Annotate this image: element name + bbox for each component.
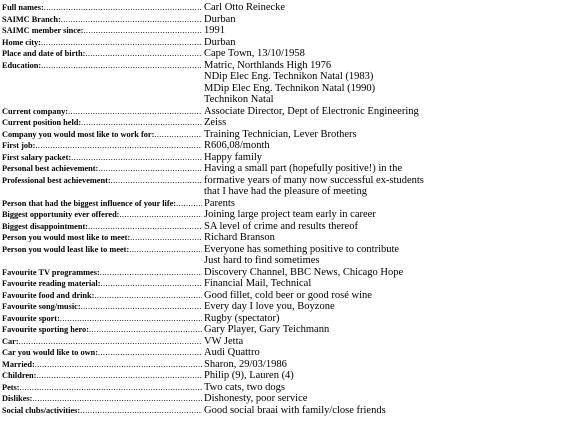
field-label: Biggest disappointment: ..... (2, 221, 202, 233)
profile-row (2, 106, 579, 118)
field-value: Dishonesty, poor service (204, 393, 308, 404)
dot-leader (119, 209, 202, 221)
profile-row (2, 48, 579, 60)
dot-leader (19, 336, 202, 348)
field-value: Good social braai with family/close friends (204, 404, 386, 416)
field-value: R606,08/month (204, 140, 270, 151)
field-label: SAIMC Branch: ..... (2, 14, 202, 26)
profile-row (2, 278, 579, 290)
dot-leader (20, 382, 202, 394)
field-label: Favourite TV programmes: ..... (2, 267, 202, 279)
field-label: SAIMC member since: ..... (2, 25, 202, 37)
field-value: Rugby (spectator) (204, 312, 280, 324)
dot-leader (41, 37, 202, 49)
dot-leader (154, 129, 202, 141)
dot-leader (41, 60, 202, 72)
field-value: Gary Player, Gary Teichmann (204, 324, 330, 335)
dot-leader (83, 25, 202, 37)
profile-row (2, 324, 579, 336)
profile-row (2, 405, 579, 417)
field-value: Every day I love you, Boyzone (204, 301, 335, 312)
field-value: Audi Quattro (204, 347, 260, 358)
profile-row (2, 313, 579, 325)
profile-row (2, 232, 579, 244)
profile-row (2, 267, 579, 279)
field-label: Car: ..... (2, 336, 202, 348)
field-label: Favourite sport: ..... (2, 313, 202, 325)
profile-row (2, 221, 579, 233)
dot-leader (100, 278, 202, 290)
field-value: Durban (204, 36, 236, 48)
dot-leader (89, 324, 202, 336)
profile-row (2, 60, 579, 106)
field-label: Person that had the biggest influence of your life: ..... (2, 198, 202, 210)
dot-leader (36, 370, 202, 382)
field-label: Education: ..... (2, 60, 202, 72)
dot-leader (61, 14, 202, 26)
field-label: Pets: ..... (2, 382, 202, 394)
field-label: First salary packet: ..... (2, 152, 202, 164)
profile-row (2, 140, 579, 152)
field-value: Happy family (204, 151, 263, 163)
field-value: Matric, Northlands High 1976 NDip Elec Eng. Technikon Natal (1983) MDip Elec Eng. Technikon Natal (1990) Technikon Natal (204, 59, 376, 105)
field-value: Associate Director, Dept of Electronic Engineering (204, 105, 419, 117)
dot-leader (35, 140, 202, 152)
profile-row (2, 175, 579, 198)
field-value: Zeiss (204, 117, 227, 128)
field-label: Favourite sporting hero: ..... (2, 324, 202, 336)
profile-row (2, 244, 579, 267)
field-value: Richard Branson (204, 232, 275, 243)
field-value: Durban (204, 13, 236, 25)
dot-leader (35, 359, 202, 371)
profile-row (2, 301, 579, 313)
profile-row (2, 370, 579, 382)
profile-row (2, 209, 579, 221)
field-value: Two cats, two dogs (204, 381, 285, 393)
dot-leader (81, 117, 202, 129)
field-value: Having a small part (hopefully positive!) in the (204, 163, 402, 174)
profile-row (2, 198, 579, 210)
profile-sheet (2, 2, 579, 416)
dot-leader (85, 48, 202, 60)
field-value: formative years of many now successful ex-students that I have had the pleasure of meeting (204, 174, 424, 197)
field-label: Person you would most like to meet: ..... (2, 232, 202, 244)
field-label: Person you would least like to meet: ..... (2, 244, 202, 256)
profile-row (2, 163, 579, 175)
dot-leader (98, 163, 202, 175)
profile-row (2, 2, 579, 14)
profile-row (2, 117, 579, 129)
dot-leader (32, 393, 202, 405)
dot-leader (94, 290, 202, 302)
field-label: Favourite song/music: ..... (2, 301, 202, 313)
field-value: Cape Town, 13/10/1958 (204, 48, 305, 59)
field-value: Joining large project team early in career (204, 209, 376, 220)
field-label: Personal best achievement: ..... (2, 163, 202, 175)
field-label: Current company: ..... (2, 106, 202, 118)
field-label: Dislikes: ..... (2, 393, 202, 405)
profile-row (2, 336, 579, 348)
field-value: 1991 (204, 25, 225, 36)
field-value: Good fillet, cold beer or good rosé wine (204, 289, 372, 301)
field-label: Children: ..... (2, 370, 202, 382)
dot-leader (111, 175, 202, 187)
dot-leader (81, 301, 202, 313)
field-label: Professional best achievement: ..... (2, 175, 202, 187)
dot-leader (80, 405, 202, 417)
field-label: Company you would most like to work for: ..... (2, 129, 202, 141)
profile-row (2, 290, 579, 302)
profile-row (2, 14, 579, 26)
dot-leader (176, 198, 202, 210)
profile-row (2, 359, 579, 371)
dot-leader (98, 347, 202, 359)
dot-leader (71, 152, 202, 164)
field-label: Place and date of birth: ..... (2, 48, 202, 60)
field-label: Biggest opportunity ever offered: ..... (2, 209, 202, 221)
dot-leader (68, 106, 202, 118)
field-label: Full names: ..... (2, 2, 202, 14)
field-value: Carl Otto Reinecke (204, 2, 286, 13)
field-label: Married: ..... (2, 359, 202, 371)
field-value: Parents (204, 197, 235, 209)
dot-leader (88, 221, 202, 233)
profile-row (2, 25, 579, 37)
profile-row (2, 152, 579, 164)
field-value: Sharon, 29/03/1986 (204, 358, 287, 370)
profile-row (2, 37, 579, 49)
field-value: SA level of crime and results thereof (204, 220, 358, 232)
profile-row (2, 129, 579, 141)
field-label: Favourite food and drink: ..... (2, 290, 202, 302)
field-value: VW Jetta (204, 335, 244, 347)
dot-leader (60, 313, 202, 325)
dot-leader (130, 232, 202, 244)
field-value: Financial Mail, Technical (204, 278, 312, 289)
profile-row (2, 382, 579, 394)
profile-row (2, 347, 579, 359)
field-label: Social clubs/activities: ..... (2, 405, 202, 417)
field-value: Everyone has something positive to contribute Just hard to find sometimes (204, 243, 400, 266)
dot-leader (129, 244, 202, 256)
field-value: Training Technician, Lever Brothers (204, 128, 357, 140)
field-value: Discovery Channel, BBC News, Chicago Hope (204, 266, 404, 278)
profile-row (2, 393, 579, 405)
dot-leader (100, 267, 202, 279)
field-label: Favourite reading material: ..... (2, 278, 202, 290)
field-label: First job: ..... (2, 140, 202, 152)
field-label: Car you would like to own: ..... (2, 347, 202, 359)
dot-leader (44, 2, 202, 14)
field-label: Home city: ..... (2, 37, 202, 49)
field-label: Current position held: ..... (2, 117, 202, 129)
field-value: Philip (9), Lauren (4) (204, 370, 294, 381)
